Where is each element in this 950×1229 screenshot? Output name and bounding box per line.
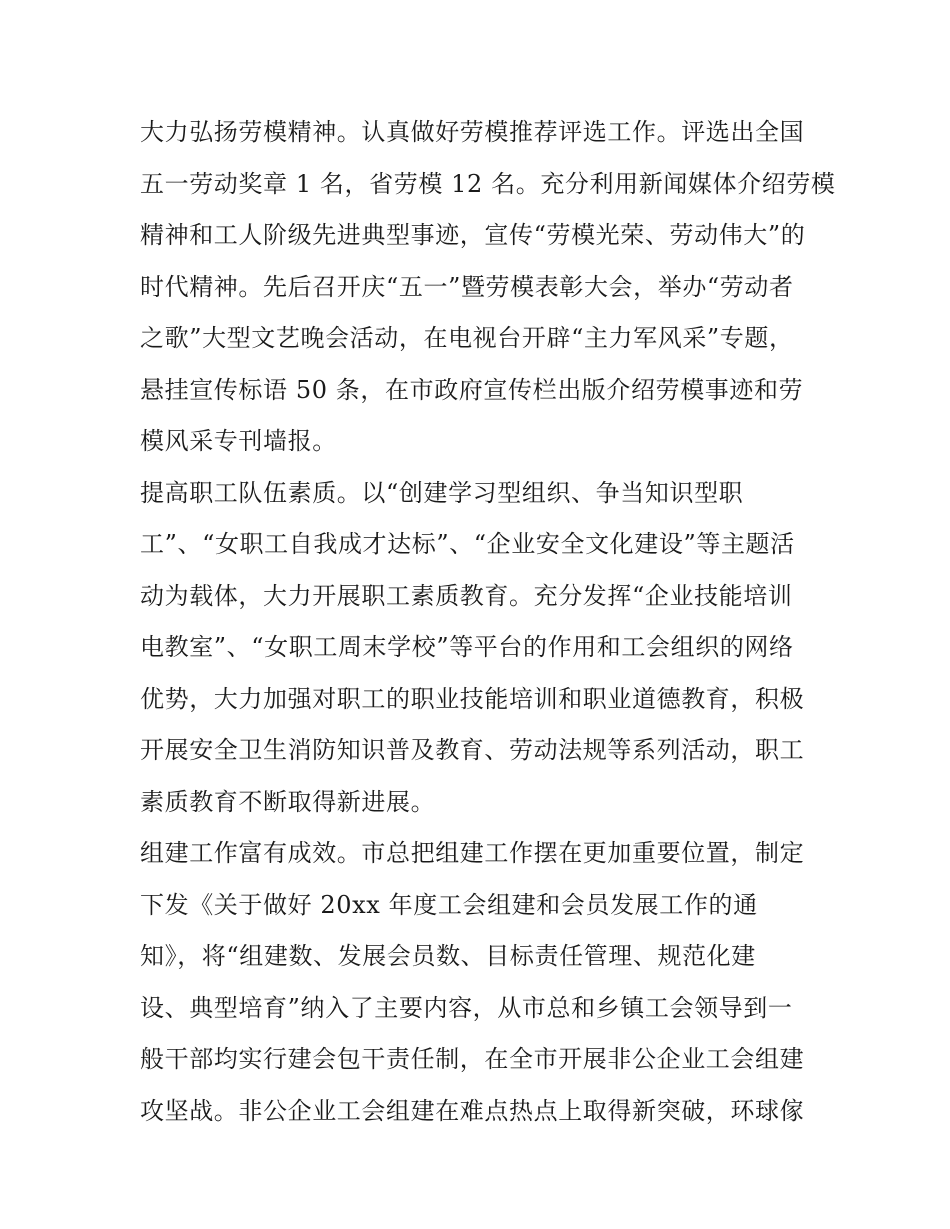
- text-line: 开展安全卫生消防知识普及教育、劳动法规等系列活动，职工: [140, 736, 805, 764]
- text-line: 提高职工队伍素质。以“创建学习型组织、争当知识型职: [140, 478, 744, 507]
- text-line: 优势，大力加强对职工的职业技能培训和职业道德教育，积极: [140, 684, 805, 713]
- text-line: 下发《关于做好 20xx 年度工会组建和会员发展工作的通: [140, 890, 758, 919]
- text-line: 大力弘扬劳模精神。认真做好劳模推荐评选工作。评选出全国: [140, 118, 805, 146]
- text-line: 五一劳动奖章 1 名，省劳模 12 名。充分利用新闻媒体介绍劳模: [140, 169, 836, 198]
- text-line: 知》，将“组建数、发展会员数、目标责任管理、规范化建: [140, 942, 756, 970]
- text-line: 组建工作富有成效。市总把组建工作摆在更加重要位置，制定: [140, 839, 805, 867]
- text-line: 悬挂宣传标语 50 条，在市政府宣传栏出版介绍劳模事迹和劳: [140, 375, 804, 404]
- text-line: 般干部均实行建会包干责任制，在全市开展非公企业工会组建: [140, 1045, 805, 1073]
- text-line: 素质教育不断取得新进展。: [140, 787, 436, 816]
- text-line: 设、典型培育”纳入了主要内容，从市总和乡镇工会领导到一: [140, 993, 793, 1022]
- text-line: 动为载体，大力开展职工素质教育。充分发挥“企业技能培训: [140, 581, 793, 610]
- text-line: 攻坚战。非公企业工会组建在难点热点上取得新突破，环球傢: [140, 1096, 805, 1125]
- text-line: 电教室”、“女职工周末学校”等平台的作用和工会组织的网络: [140, 633, 794, 661]
- document-body: [140, 107, 836, 1137]
- text-line: 模风采专刊墙报。: [140, 427, 337, 455]
- text-line: 工”、“女职工自我成才达标”、“企业安全文化建设”等主题活: [140, 530, 795, 558]
- text-line: 精神和工人阶级先进典型事迹，宣传“劳模光荣、劳动伟大”的: [140, 221, 806, 249]
- text-line: 之歌”大型文艺晚会活动，在电视台开辟“主力军风采”专题，: [140, 324, 794, 352]
- text-line: 时代精神。先后召开庆“五一”暨劳模表彰大会，举办“劳动者: [140, 272, 794, 301]
